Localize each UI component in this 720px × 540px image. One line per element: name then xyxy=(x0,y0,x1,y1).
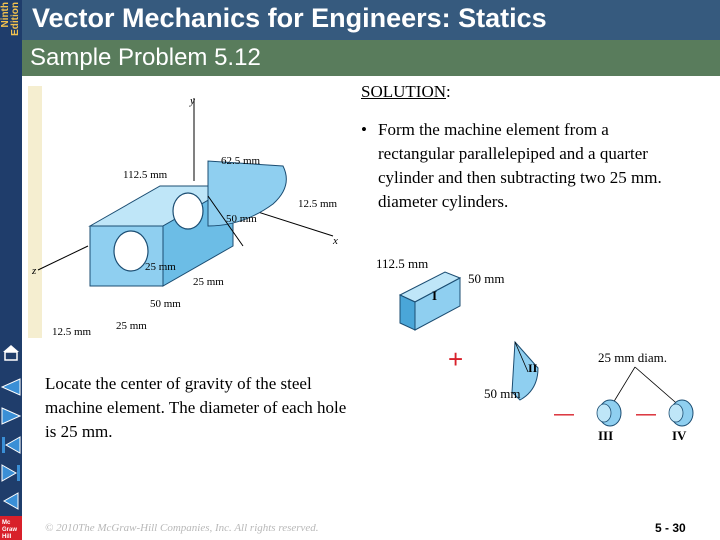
title-bar xyxy=(22,0,720,40)
x-axis-label: x xyxy=(333,235,338,247)
solution-heading: SOLUTION: xyxy=(361,82,451,101)
svg-text:Mc: Mc xyxy=(2,520,11,526)
figure-margin-strip xyxy=(28,86,42,338)
svg-text:Hill: Hill xyxy=(2,534,12,540)
minus-sign-1: — xyxy=(554,403,574,425)
prev-icon[interactable] xyxy=(0,376,22,398)
home-icon[interactable] xyxy=(0,342,22,364)
dim-12-5-right: 12.5 mm xyxy=(298,198,338,210)
machine-element-figure xyxy=(28,86,350,338)
last-icon[interactable] xyxy=(0,462,22,484)
z-axis-label: z xyxy=(32,265,37,277)
dim-62-5: 62.5 mm xyxy=(221,155,261,167)
dim-50-bottom: 50 mm xyxy=(150,298,181,310)
diameter-label: 25 mm diam. xyxy=(598,350,667,365)
solution-bullet-text: Form the machine element from a rectangular parallelepiped and a quarter cylinder and then subtracting two 25 mm. diameter cylinders. xyxy=(378,120,662,211)
bullet-dot: • xyxy=(361,120,367,139)
next-icon[interactable] xyxy=(0,405,22,427)
dim-12-5-bottom: 12.5 mm xyxy=(52,326,92,338)
dim-112-5: 112.5 mm xyxy=(123,169,168,181)
hole-1 xyxy=(114,231,148,271)
svg-text:Graw: Graw xyxy=(2,527,18,533)
edition-label xyxy=(1,2,21,46)
subtitle-bar xyxy=(22,40,720,76)
part-III-label: III xyxy=(598,428,614,443)
minus-sign-2: — xyxy=(636,403,656,425)
part-I-label: I xyxy=(432,288,438,303)
page-number: 5 - 30 xyxy=(655,521,686,535)
copyright-text: © 2010The McGraw-Hill Companies, Inc. All rights reserved. xyxy=(45,522,319,534)
first-icon[interactable] xyxy=(0,434,22,456)
dim-50-part: 50 mm xyxy=(468,271,505,286)
plus-sign: + xyxy=(448,344,464,374)
dim-50-radius: 50 mm xyxy=(226,213,257,225)
mcgraw-hill-logo xyxy=(0,516,22,540)
leader-IV xyxy=(635,367,682,408)
part-IV-label: IV xyxy=(672,428,687,443)
hole-2 xyxy=(173,193,203,229)
exit-icon[interactable] xyxy=(0,490,22,512)
dim-50-quarter: 50 mm xyxy=(484,386,521,401)
part-II-label: II xyxy=(528,361,538,375)
slide-subtitle: Sample Problem 5.12 xyxy=(30,44,261,71)
edition-line-1: Ninth xyxy=(0,2,11,28)
left-sidebar xyxy=(0,0,22,540)
edition-line-2: Edition xyxy=(10,2,21,36)
dim-25-b: 25 mm xyxy=(116,320,147,332)
y-axis-label: y xyxy=(190,95,195,107)
dim-112-5-part: 112.5 mm xyxy=(376,256,429,271)
problem-statement: Locate the center of gravity of the steel machine element. The diameter of each hole is 25 mm. xyxy=(45,374,347,441)
dim-25-hole: 25 mm xyxy=(145,261,176,273)
page-title: Vector Mechanics for Engineers: Statics xyxy=(32,3,547,33)
decomposition-figure xyxy=(370,250,715,450)
dim-25-a: 25 mm xyxy=(193,276,224,288)
